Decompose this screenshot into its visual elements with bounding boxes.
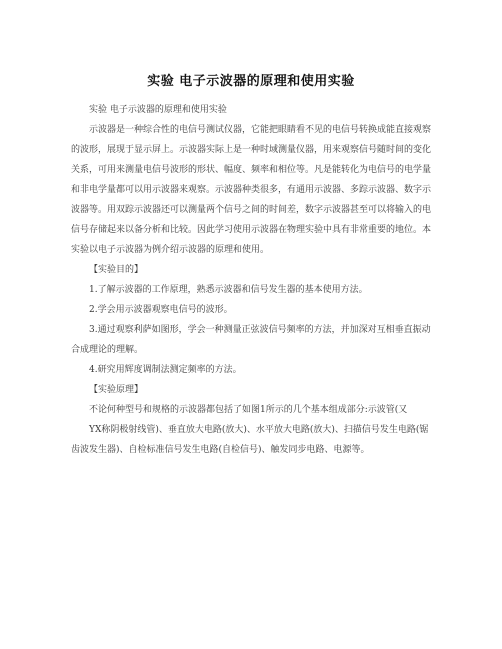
document-body xyxy=(71,100,433,460)
subtitle-paragraph: 实验 电子示波器的原理和使用实验 xyxy=(89,105,227,115)
section-heading-principle: 【实验原理】 xyxy=(89,385,144,395)
intro-paragraph: 示波器是一种综合性的电信号测试仪器，它能把眼睛看不见的电信号转换成能直接观察的波形，展现于显示屏上。示波器实际上是一种时域测量仪器，用来观察信号随时间的变化关系，可用来测量电信号波形的形状、幅度、频率和相位等。凡是能转化为电信号的电学量和非电学量都可以用示波器来观察。示波器种类很多，有通用示波器、多踪示波器、数字示波器等。用双踪示波器还可以测量两个信号之间的时间差，数字示波器甚至可以将输入的电信号存储起来以备分析和比较。因此学习使用示波器在物理实验中具有非常重要的地位。本实验以电子示波器为例介绍示波器的原理和使用。 xyxy=(71,125,432,255)
principle-paragraph-2: YX称阴极射线管)、垂直放大电路(放大)、水平放大电路(放大)、扫描信号发生电路(锯齿波发生器)、自检标准信号发生电路(自检信号)、触发同步电路、电源等。 xyxy=(71,425,429,455)
objective-item-2: 2.学会用示波器观察电信号的波形。 xyxy=(89,305,233,315)
section-heading-objectives: 【实验目的】 xyxy=(89,265,144,275)
objective-item-4: 4.研究用辉度调制法测定频率的方法。 xyxy=(89,365,242,375)
objective-item-3: 3.通过观察利萨如图形，学会一种测量正弦波信号频率的方法，并加深对互相垂直振动合成理论的理解。 xyxy=(71,325,431,355)
document-title: 实验 电子示波器的原理和使用实验 xyxy=(147,74,355,89)
principle-paragraph-1: 不论何种型号和规格的示波器都包括了如图1所示的几个基本组成部分:示波管(又 xyxy=(89,405,408,415)
objective-item-1: 1.了解示波器的工作原理，熟悉示波器和信号发生器的基本使用方法。 xyxy=(89,285,368,295)
